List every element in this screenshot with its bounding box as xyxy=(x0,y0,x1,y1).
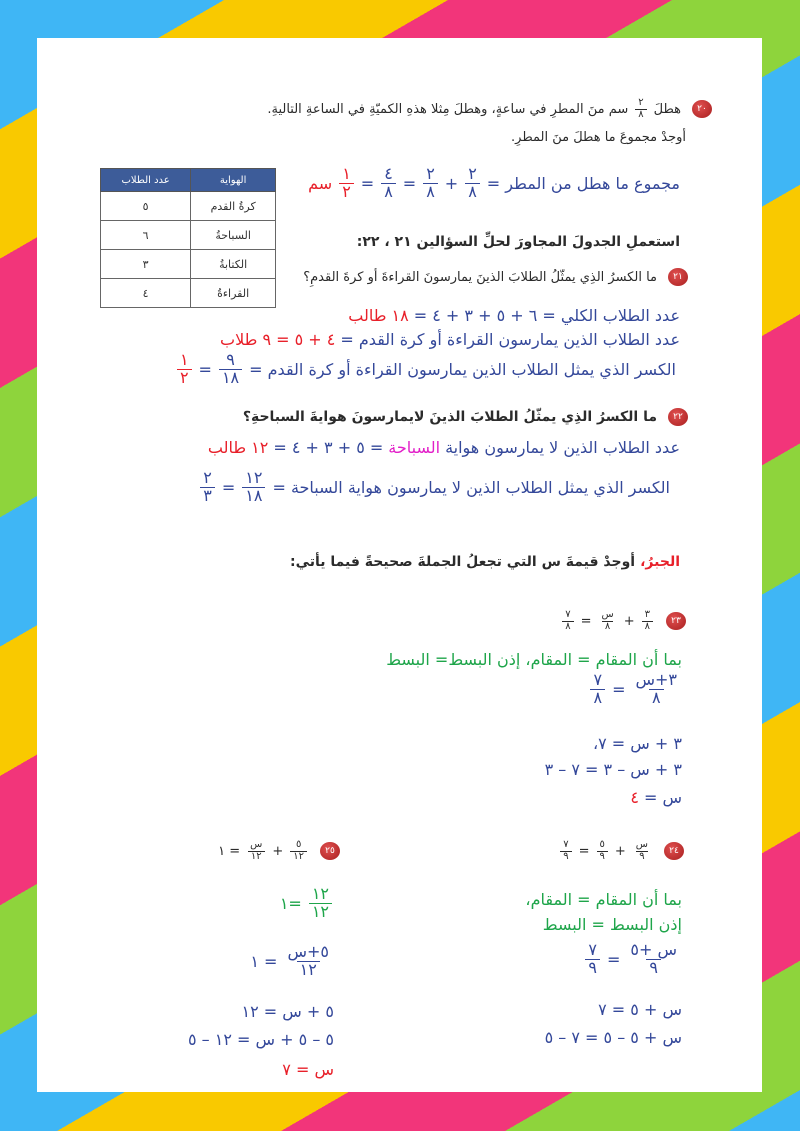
fraction-numerator: ٢ xyxy=(638,97,644,108)
question-21-text xyxy=(303,268,688,286)
text-segment: = xyxy=(360,173,375,193)
text-segment: ٥ – ٥ + س = ١٢ – ٥ xyxy=(188,1030,334,1049)
fraction-numerator: س +٥ xyxy=(630,940,677,959)
question-number-badge: ٢٠ xyxy=(692,100,712,118)
fraction xyxy=(242,470,265,505)
answer-22-fraction xyxy=(198,470,670,505)
fraction xyxy=(627,942,680,977)
text-segment: ٥ + س = ١٢ xyxy=(241,1002,334,1021)
answer-25-step xyxy=(250,944,334,979)
fraction-denominator: ٨ xyxy=(381,183,396,201)
fraction-denominator: ٩ xyxy=(585,959,600,977)
text-segment: سم منَ المطرِ في ساعةٍ، وهطلَ مِثلا هذهِ الكميّةِ في الساعةِ التاليةِ. xyxy=(267,101,629,117)
table-header: عدد الطلاب xyxy=(101,169,191,192)
answer-23-result xyxy=(630,788,682,807)
text-segment: = xyxy=(580,613,592,629)
answer-24-step xyxy=(543,915,682,934)
fraction-numerator: ٧ xyxy=(593,670,603,689)
answer-20 xyxy=(308,166,680,201)
fraction-denominator: ٩ xyxy=(646,959,661,977)
question-number-badge: ٢٤ xyxy=(664,842,684,860)
text-segment: أوجدْ قيمةَ س التي تجعلُ الجملةَ صحيحةً فيما يأتي: xyxy=(289,554,636,570)
text-segment: عدد الطلاب الذين لا يمارسون هواية xyxy=(445,438,680,457)
algebra-heading xyxy=(290,554,680,570)
question-20-text-2 xyxy=(511,130,686,145)
fraction-denominator: ٨ xyxy=(649,689,664,707)
answer-25-result xyxy=(282,1060,334,1079)
fraction-numerator: ٥ xyxy=(295,839,302,850)
answer-23-step xyxy=(545,760,682,779)
text-segment: = xyxy=(221,477,236,497)
answer-25-step xyxy=(242,1002,334,1021)
answer-23-step xyxy=(386,650,682,669)
fraction-numerator: ٧ xyxy=(565,609,571,620)
fraction xyxy=(599,610,617,632)
table-row xyxy=(101,279,276,308)
text-segment: = xyxy=(578,843,590,859)
text-segment: ١٨ طالب xyxy=(348,306,409,325)
text-segment: + xyxy=(444,173,459,193)
table-header-row xyxy=(101,169,276,192)
text-segment: ٣ + س – ٣ = ٧ – ٣ xyxy=(544,760,682,779)
fraction-denominator: ١٨ xyxy=(242,487,265,505)
table-cell: كرةُ القدم xyxy=(191,192,276,221)
fraction-denominator: ٩ xyxy=(636,851,647,863)
question-20-text xyxy=(267,98,712,120)
fraction-denominator: ٢ xyxy=(177,369,192,387)
fraction-numerator: ٢ xyxy=(203,468,212,487)
answer-23-step xyxy=(588,672,682,707)
question-22-text xyxy=(243,408,688,426)
fraction-numerator: ١ xyxy=(179,350,189,369)
fraction xyxy=(597,840,608,862)
fraction-numerator: س xyxy=(250,839,263,850)
text-segment: استعملِ الجدولَ المجاورَ لحلِّ السؤالين ٢١ ، ٢٢: xyxy=(356,234,680,250)
table-cell: ٥ xyxy=(101,192,191,221)
text-segment: بما أن المقام = المقام، xyxy=(525,890,682,909)
fraction-numerator: س xyxy=(601,609,614,620)
text-segment: الكسر الذي يمثل الطلاب الذين لا يمارسون هواية السباحة = xyxy=(272,477,670,497)
text-segment: ٤ xyxy=(630,788,639,807)
text-segment: = ٥ + ٣ + ٤ = xyxy=(273,438,384,457)
text-segment: ما الكسرُ الذِي يمثّلُ الطلابَ الذينَ يمارسونَ القراءةَ أو كرةَ القدمِ؟ xyxy=(303,269,657,285)
fraction-numerator: ٤ xyxy=(384,164,393,183)
fraction-numerator: ٧ xyxy=(588,940,597,959)
fraction-denominator: ٩ xyxy=(597,851,608,863)
text-segment: ٣ + س = ٧، xyxy=(592,734,682,753)
answer-23-step xyxy=(593,734,682,753)
text-segment: ١٢ طالب xyxy=(207,438,269,457)
answer-24-step xyxy=(583,942,682,977)
answer-22-count xyxy=(208,438,680,457)
worksheet-page xyxy=(37,38,762,1092)
table-row xyxy=(101,221,276,250)
text-segment: هطلَ xyxy=(653,101,681,117)
fraction-denominator: ١٢ xyxy=(309,903,332,921)
fraction-denominator: ٨ xyxy=(423,183,438,201)
fraction xyxy=(585,942,600,977)
text-segment: الجبرُ، xyxy=(640,554,680,570)
fraction xyxy=(339,166,354,201)
answer-21-fraction xyxy=(175,352,676,387)
table-cell: ٤ xyxy=(101,279,191,308)
fraction xyxy=(423,166,438,201)
answer-25-step xyxy=(188,1030,334,1049)
question-24-equation xyxy=(558,840,684,862)
text-segment: + xyxy=(272,843,284,859)
fraction-denominator: ٨ xyxy=(642,621,653,633)
text-segment: = xyxy=(198,359,212,379)
text-segment: =١ xyxy=(279,893,302,913)
question-25-equation xyxy=(218,840,340,862)
fraction-denominator: ٨ xyxy=(590,689,605,707)
fraction-numerator: س xyxy=(635,839,648,850)
fraction-numerator: ٣+س xyxy=(635,670,677,689)
fraction-numerator: ١ xyxy=(342,164,351,183)
fraction xyxy=(633,840,651,862)
text-segment: = ١ xyxy=(250,951,278,971)
text-segment: مجموع ما هطل من المطر = xyxy=(486,173,680,193)
fraction-denominator: ١٢ xyxy=(297,961,320,979)
text-segment: أوجدْ مجموعَ ما هطلَ منَ المطرِ. xyxy=(511,130,686,145)
text-segment: ما الكسرُ الذِي يمثّلُ الطلابَ الذينَ لايمارسونَ هوايةَ السباحةِ؟ xyxy=(242,409,657,425)
fraction-numerator: ١٢ xyxy=(311,884,329,903)
fraction-numerator: ٢ xyxy=(426,164,435,183)
text-segment: س + ٥ – ٥ = ٧ – ٥ xyxy=(544,1028,682,1047)
text-segment: = xyxy=(402,173,417,193)
fraction-numerator: ٧ xyxy=(563,839,569,850)
fraction-denominator: ٨ xyxy=(465,183,480,201)
fraction-denominator: ٨ xyxy=(562,621,573,633)
question-number-badge: ٢٢ xyxy=(668,408,688,426)
fraction xyxy=(290,840,307,862)
text-segment: ٤ + ٥ = ٩ طلاب xyxy=(220,330,336,349)
text-segment: إذن البسط = البسط xyxy=(542,915,682,934)
text-segment: = xyxy=(606,949,621,969)
fraction xyxy=(635,98,646,120)
fraction xyxy=(177,352,192,387)
text-segment: س = xyxy=(643,788,682,807)
fraction-numerator: ٢ xyxy=(468,164,477,183)
text-segment: بما أن المقام = المقام، إذن البسط= البسط xyxy=(386,650,682,669)
fraction xyxy=(642,610,653,632)
fraction-numerator: ١٢ xyxy=(245,468,263,487)
question-number-badge: ٢٥ xyxy=(320,842,340,860)
fraction xyxy=(219,352,242,387)
text-segment: س = ٧ xyxy=(282,1060,334,1079)
fraction xyxy=(309,886,332,921)
question-number-badge: ٢٣ xyxy=(666,612,686,630)
table-cell: ٣ xyxy=(101,250,191,279)
text-segment: عدد الطلاب الذين يمارسون القراءة أو كرة القدم = xyxy=(340,330,680,349)
table-header: الهواية xyxy=(191,169,276,192)
text-segment: سم xyxy=(308,173,333,193)
fraction-denominator: ٩ xyxy=(560,851,571,863)
fraction xyxy=(284,944,332,979)
answer-21-count xyxy=(220,330,680,349)
fraction xyxy=(247,840,265,862)
hobbies-table xyxy=(100,168,276,308)
table-cell: السباحةُ xyxy=(191,221,276,250)
text-segment: س + ٥ = ٧ xyxy=(598,1000,682,1019)
answer-25-step xyxy=(280,886,334,921)
fraction-numerator: ٩ xyxy=(226,350,235,369)
table-cell: ٦ xyxy=(101,221,191,250)
table-cell: القراءةُ xyxy=(191,279,276,308)
fraction xyxy=(632,672,680,707)
question-23-equation xyxy=(560,610,686,632)
text-segment: عدد الطلاب الكلي = ٦ + ٥ + ٣ + ٤ = xyxy=(413,306,680,325)
text-segment: = xyxy=(612,679,626,699)
fraction xyxy=(560,840,571,862)
table-row xyxy=(101,250,276,279)
fraction xyxy=(200,470,215,505)
fraction-denominator: ٣ xyxy=(200,487,215,505)
question-number-badge: ٢١ xyxy=(668,268,688,286)
answer-21-total xyxy=(348,306,680,325)
text-segment: + xyxy=(614,843,626,859)
answer-24-step xyxy=(598,1000,682,1019)
fraction xyxy=(381,166,396,201)
fraction-denominator: ١٢ xyxy=(248,851,265,863)
answer-24-step xyxy=(545,1028,682,1047)
table-cell: الكتابةُ xyxy=(191,250,276,279)
fraction xyxy=(465,166,480,201)
fraction-numerator: ٥+س xyxy=(287,942,329,961)
fraction-denominator: ٨ xyxy=(635,109,646,121)
fraction-numerator: ٣ xyxy=(644,609,650,620)
text-segment: السباحة xyxy=(388,438,441,457)
fraction-denominator: ١٨ xyxy=(219,369,242,387)
table-row xyxy=(101,192,276,221)
answer-24-step xyxy=(525,890,682,909)
fraction xyxy=(590,672,605,707)
table-instruction xyxy=(357,234,680,250)
fraction-denominator: ١٢ xyxy=(290,851,307,863)
fraction xyxy=(562,610,573,632)
text-segment: + xyxy=(623,613,635,629)
fraction-denominator: ٨ xyxy=(602,621,613,633)
fraction-denominator: ٢ xyxy=(339,183,354,201)
text-segment: الكسر الذي يمثل الطلاب الذين يمارسون القراءة أو كرة القدم = xyxy=(249,359,676,379)
fraction-numerator: ٥ xyxy=(599,839,605,850)
text-segment: = ١ xyxy=(218,843,241,859)
